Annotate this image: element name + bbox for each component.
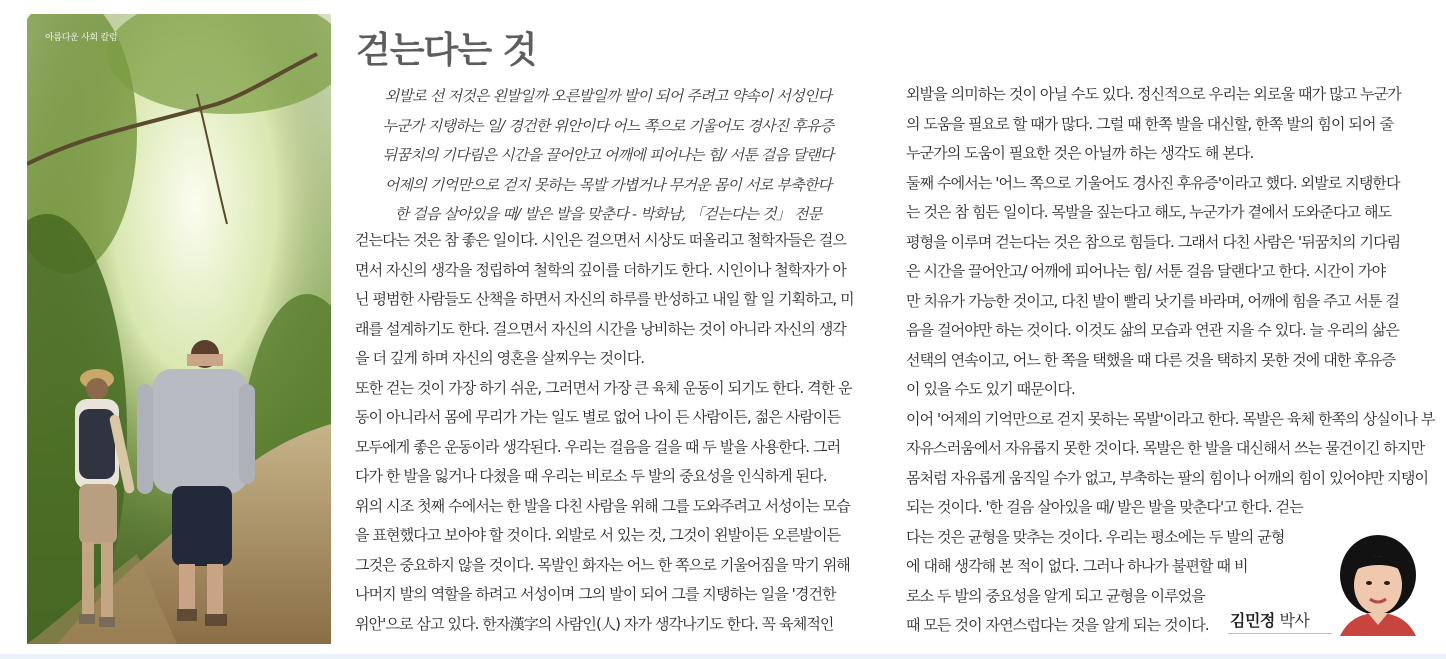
body-line: 또한 걷는 것이 가장 하기 쉬운, 그러면서 가장 큰 육체 운동이 되기도 한다. 격한 운 bbox=[355, 378, 852, 397]
author-portrait-illustration bbox=[1332, 533, 1424, 636]
column-tag: 아름다운 사회 칼럼 bbox=[45, 33, 118, 43]
author-portrait bbox=[1332, 533, 1424, 636]
body-line: 위안'으로 삼고 있다. 한자漢字의 사람인(人) 자가 생각나기도 한다. 꼭 육체적인 bbox=[355, 614, 834, 633]
body-line: 걷는다는 것은 참 좋은 일이다. 시인은 걸으면서 시상도 떠올리고 철학자들은 걸으 bbox=[355, 231, 847, 249]
body-line: 래를 설계하기도 한다. 걸으면서 자신의 시간을 낭비하는 것이 아니라 자신의 생각 bbox=[355, 319, 847, 338]
bottom-bar bbox=[0, 654, 1446, 659]
body-line: 은 시간을 끌어안고/ 어깨에 피어나는 힘/ 서툰 걸음 달랜다'고 한다. 시간이 가야 bbox=[906, 262, 1386, 280]
author-title: 박사 bbox=[1279, 611, 1310, 630]
body-line: 을 표현했다고 보아야 할 것이다. 외발로 서 있는 것, 그것이 왼발이든 오른발이든 bbox=[355, 526, 841, 544]
body-line: 나머지 발의 역할을 하려고 서성이며 그의 발이 되어 그를 지탱하는 일을 '경건한 bbox=[355, 585, 836, 603]
author-name: 김민정 bbox=[1230, 611, 1275, 630]
body-line: 되는 것이다. '한 걸음 살아있을 때/ 발은 발을 맞춘다'고 한다. 걷는 bbox=[906, 498, 1303, 516]
body-line: 자유스러움에서 자유롭지 못한 것이다. 목발은 한 발을 대신해서 쓰는 물건이긴 하지만 bbox=[906, 439, 1425, 457]
body-line: 는 것은 참 힘든 일이다. 목발을 짚는다고 해도, 누군가가 곁에서 도와준다고 해도 bbox=[906, 203, 1392, 221]
poem-line: 뒤꿈치의 기다림은 시간을 끌어안고 어깨에 피어나는 힘/ 서툰 걸음 달랜다 bbox=[382, 146, 834, 164]
body-line: 의 도움을 필요로 할 때가 많다. 그럴 때 한쪽 발을 대신할, 한쪽 발의 힘이 되어 줄 bbox=[906, 114, 1394, 133]
body-line: 모두에게 좋은 운동이라 생각된다. 우리는 걸음을 걸을 때 두 발을 사용한다. 그러 bbox=[355, 437, 841, 456]
poem-line: 한 걸음 살아있을 때/ 발은 발을 맞춘다 - 박화남, 「걷는다는 것」 전문 bbox=[394, 205, 822, 223]
body-line: 이어 '어제의 기억만으로 걷지 못하는 목발'이라고 한다. 목발은 육체 한쪽의 상실이나 부 bbox=[906, 409, 1435, 428]
body-line: 닌 평범한 사람들도 산책을 하면서 자신의 하루를 반성하고 내일 할 일 기획하고, 미 bbox=[355, 290, 854, 308]
body-line: 에 대해 생각해 본 적이 없다. 그러나 하나가 불편할 때 비 bbox=[906, 557, 1248, 575]
body-line: 이 있을 수도 있기 때문이다. bbox=[906, 380, 1075, 398]
body-line: 때 모든 것이 자연스럽다는 것을 알게 되는 것이다. bbox=[906, 616, 1209, 634]
body-line: 을 더 깊게 하며 자신의 영혼을 살찌우는 것이다. bbox=[355, 349, 645, 367]
body-line: 위의 시조 첫째 수에서는 한 발을 다친 사람을 위해 그를 도와주려고 서성이는 모습 bbox=[355, 496, 850, 515]
body-line: 그것은 중요하지 않을 것이다. 목발인 화자는 어느 한 쪽으로 기울어짐을 막기 위해 bbox=[355, 555, 850, 574]
article-title: 걷는다는 것 bbox=[356, 30, 537, 71]
poem-line: 누군가 지탱하는 일/ 경건한 위안이다 어느 쪽으로 기울어도 경사진 후유증 bbox=[382, 116, 834, 135]
article-body-left-column bbox=[355, 226, 875, 639]
body-line: 로소 두 발의 중요성을 알게 되고 균형을 이루었을 bbox=[906, 586, 1205, 605]
body-line: 면서 자신의 생각을 정립하여 철학의 깊이를 더하기도 한다. 시인이나 철학자가 아 bbox=[355, 260, 847, 279]
body-line: 몸처럼 자유롭게 움직일 수가 없고, 부축하는 팔의 힘이나 어깨의 힘이 있어야만 지탱이 bbox=[906, 468, 1429, 487]
article-photo bbox=[27, 14, 331, 644]
body-line: 둘째 수에서는 '어느 쪽으로 기울어도 경사진 후유증'이라고 했다. 외발로 지탱한다 bbox=[906, 173, 1400, 192]
body-line: 다는 것은 균형을 맞추는 것이다. 우리는 평소에는 두 발의 균형 bbox=[906, 527, 1285, 546]
poem-line: 어제의 기억만으로 걷지 못하는 목발 가볍거나 무거운 몸이 서로 부축한다 bbox=[384, 175, 832, 194]
body-line: 다가 한 발을 잃거나 다쳤을 때 우리는 비로소 두 발의 중요성을 인식하게 된다. bbox=[355, 467, 827, 485]
poem-line: 외발로 선 저것은 왼발일까 오른발일까 발이 되어 주려고 약속이 서성인다 bbox=[384, 87, 832, 105]
body-line: 음을 걸어야만 하는 것이다. 이것도 삶의 모습과 연관 지을 수 있다. 늘 우리의 삶은 bbox=[906, 321, 1399, 339]
body-line: 외발을 의미하는 것이 아닐 수도 있다. 정신적으로 우리는 외로울 때가 많고 누군가 bbox=[906, 85, 1401, 103]
body-line: 선택의 연속이고, 어느 한 쪽을 택했을 때 다른 것을 택하지 못한 것에 대한 후유증 bbox=[906, 350, 1396, 369]
body-line: 평형을 이루며 걷는다는 것은 참으로 힘들다. 그래서 다친 사람은 '뒤꿈치의 기다림 bbox=[906, 232, 1401, 251]
hikers-photo-illustration bbox=[27, 14, 331, 644]
body-line: 누군가의 도움이 필요한 것은 아닐까 하는 생각도 해 본다. bbox=[906, 144, 1254, 162]
poem bbox=[350, 82, 866, 230]
body-line: 동이 아니라서 몸에 무리가 가는 일도 별로 없어 나이 든 사람이든, 젊은 사람이든 bbox=[355, 408, 841, 426]
body-line: 만 치유가 가능한 것이고, 다친 발이 빨리 낫기를 바라며, 어깨에 힘을 주고 서툰 걸 bbox=[906, 291, 1399, 310]
author-byline bbox=[1230, 608, 1309, 631]
